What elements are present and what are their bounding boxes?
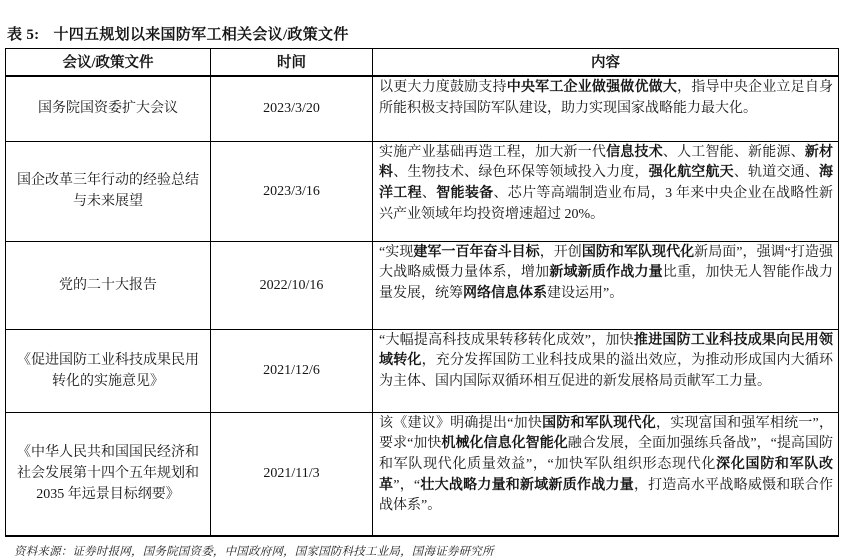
meeting-name-cell: 国务院国资委扩大会议 — [6, 76, 211, 141]
source-note: 资料来源：证券时报网，国务院国资委，中国政府网，国家国防科技工业局，国海证券研究所 — [14, 546, 494, 558]
date-cell: 2021/11/3 — [211, 412, 373, 536]
table-row — [6, 141, 839, 241]
column-header-date: 时间 — [211, 49, 373, 77]
date-cell: 2021/12/6 — [211, 329, 373, 412]
page-title — [7, 23, 838, 44]
column-header-content: 内容 — [373, 49, 839, 77]
meeting-name-cell: 《促进国防工业科技成果民用转化的实施意见》 — [6, 329, 211, 412]
meeting-name-cell: 党的二十大报告 — [6, 241, 211, 329]
meeting-name-cell: 《中华人民共和国国民经济和社会发展第十四个五年规划和 2035 年远景目标纲要》 — [6, 412, 211, 536]
table-title-text: 十四五规划以来国防军工相关会议/政策文件 — [53, 27, 349, 43]
table-row — [6, 76, 839, 141]
content-cell: 该《建议》明确提出“加快国防和军队现代化，实现富国和强军相统一”，要求“加快机械化信息化智能化融合发展，全面加强练兵备战”，“提高国防和军队现代化质量效益”，“加快军队组织形态现代化深化国防和军队改革”，“壮大战略力量和新域新质作战力量，打造高水平战略威慑和联合作战体系”。 — [373, 412, 839, 536]
table-header-row — [6, 49, 839, 77]
table-row — [6, 241, 839, 329]
date-cell: 2023/3/16 — [211, 141, 373, 241]
date-cell: 2022/10/16 — [211, 241, 373, 329]
table-number-label: 表 5: — [7, 27, 40, 43]
content-cell: “大幅提高科技成果转移转化成效”，加快推进国防工业科技成果向民用领域转化，充分发挥国防工业科技成果的溢出效应，为推动形成国内大循环为主体、国内国际双循环相互促进的新发展格局贡献军工力量。 — [373, 329, 839, 412]
content-cell: 以更大力度鼓励支持中央军工企业做强做优做大，指导中央企业立足自身所能积极支持国防军队建设，助力实现国家战略能力最大化。 — [373, 76, 839, 141]
date-cell: 2023/3/20 — [211, 76, 373, 141]
content-cell: 实施产业基础再造工程，加大新一代信息技术、人工智能、新能源、新材料、生物技术、绿色环保等领域投入力度，强化航空航天、轨道交通、海洋工程、智能装备、芯片等高端制造业布局，3 年来中央企业在战略性新兴产业领域年均投资增速超过 20%。 — [373, 141, 839, 241]
policy-table — [5, 48, 839, 537]
table-row — [6, 329, 839, 412]
table-row — [6, 412, 839, 536]
column-header-meeting: 会议/政策文件 — [6, 49, 211, 77]
content-cell: “实现建军一百年奋斗目标，开创国防和军队现代化新局面”，强调“打造强大战略威慑力量体系，增加新域新质作战力量比重，加快无人智能作战力量发展，统筹网络信息体系建设运用”。 — [373, 241, 839, 329]
meeting-name-cell: 国企改革三年行动的经验总结与未来展望 — [6, 141, 211, 241]
